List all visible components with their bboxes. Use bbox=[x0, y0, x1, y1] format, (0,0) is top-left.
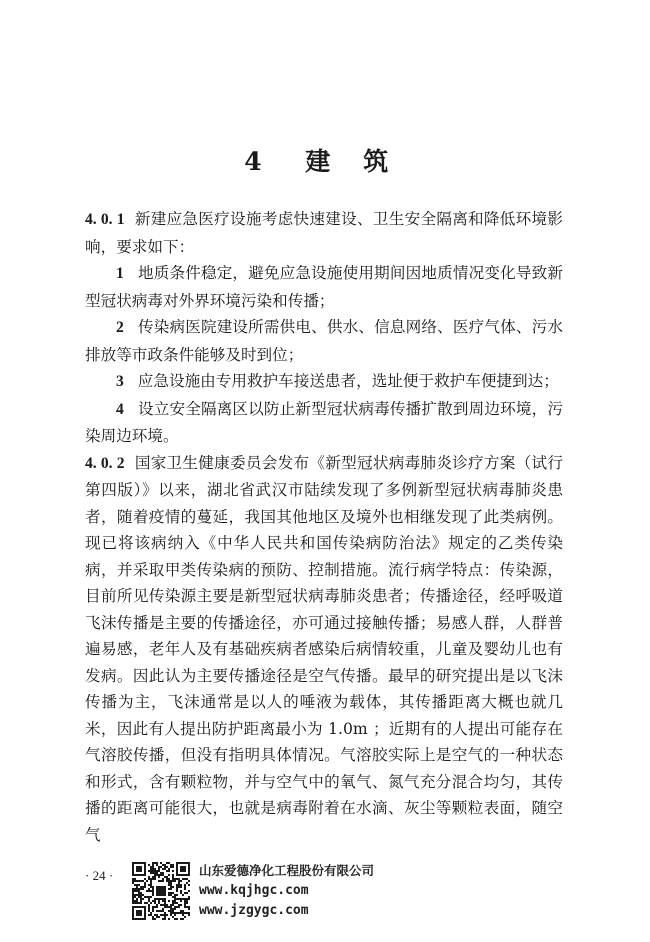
qr-code-icon[interactable] bbox=[130, 860, 192, 922]
paragraph-text: 新建应急医疗设施考虑快速建设、卫生安全隔离和降低环境影响，要求如下： bbox=[85, 210, 563, 256]
item-text: 传染病医院建设所需供电、供水、信息网络、医疗气体、污水排放等市政条件能够及时到位； bbox=[85, 318, 563, 364]
item-text: 设立安全隔离区以防止新型冠状病毒传播扩散到周边环境，污染周边环境。 bbox=[85, 399, 563, 445]
paragraph-text: 国家卫生健康委员会发布《新型冠状病毒肺炎诊疗方案（试行第四版）》以来，湖北省武汉市陆续发现了多例新型冠状病毒肺炎患者，随着疫情的蔓延，我国其他地区及境外也相继发现了此类病例。现已将该病纳入《中华人民共和国传染病防治法》规定的乙类传染病，并采取甲类传染病的预防、控制措施。流行病学特点：传染源，目前所见传染源主要是新型冠状病毒肺炎患者；传播途径，经呼吸道飞沫传播是主要的传播途径，亦可通过接触传播；易感人群，人群普遍易感，老年人及有基础疾病者感染后病情较重，儿童及婴幼儿也有发病。因此认为主要传播途径是空气传播。最早的研究提出是以飞沫传播为主，飞沫通常是以人的唾液为载体，其传播距离大概也就几米，因此有人提出防护距离最小为 1.0m ；近期有的人提出可能存在气溶胶传播，但没有指明具体情况。气溶胶实际上是空气的一种状态和形式，含有颗粒物，并与空气中的氧气、氮气充分混合均匀，其传播的距离可能很大，也就是病毒附着在水滴、灰尘等颗粒表面，随空气 bbox=[85, 453, 563, 844]
item-number: 2 bbox=[116, 319, 124, 336]
item-number: 4 bbox=[116, 400, 124, 418]
item-number: 1 bbox=[116, 265, 124, 282]
chapter-title bbox=[0, 142, 650, 182]
page-number: · 24 · bbox=[85, 868, 114, 883]
chapter-title-char-1: 建 bbox=[305, 147, 333, 176]
item-text: 地质条件稳定，避免应急设施使用期间因地质情况变化导致新型冠状病毒对外界环境污染和传播； bbox=[85, 264, 563, 310]
item-number: 3 bbox=[116, 373, 124, 390]
website-link[interactable]: www.kqjhgc.com bbox=[199, 883, 309, 898]
chapter-number: 4 bbox=[244, 147, 264, 176]
clause-number: 4. 0. 2 bbox=[85, 454, 125, 472]
list-item bbox=[85, 260, 563, 314]
company-name: 山东爱德净化工程股份有限公司 bbox=[199, 863, 375, 878]
item-text: 应急设施由专用救护车接送患者，选址便于救护车便捷到达； bbox=[137, 372, 559, 390]
page-footer bbox=[85, 858, 565, 928]
list-item bbox=[85, 314, 563, 368]
clause-paragraph bbox=[85, 206, 563, 260]
list-item bbox=[85, 396, 563, 450]
chapter-title-char-2: 筑 bbox=[363, 147, 391, 176]
clause-number: 4. 0. 1 bbox=[85, 211, 125, 228]
clause-paragraph bbox=[85, 450, 563, 849]
website-link[interactable]: www.jzgygc.com bbox=[199, 903, 309, 918]
list-item bbox=[85, 368, 563, 396]
body-text bbox=[85, 206, 563, 848]
